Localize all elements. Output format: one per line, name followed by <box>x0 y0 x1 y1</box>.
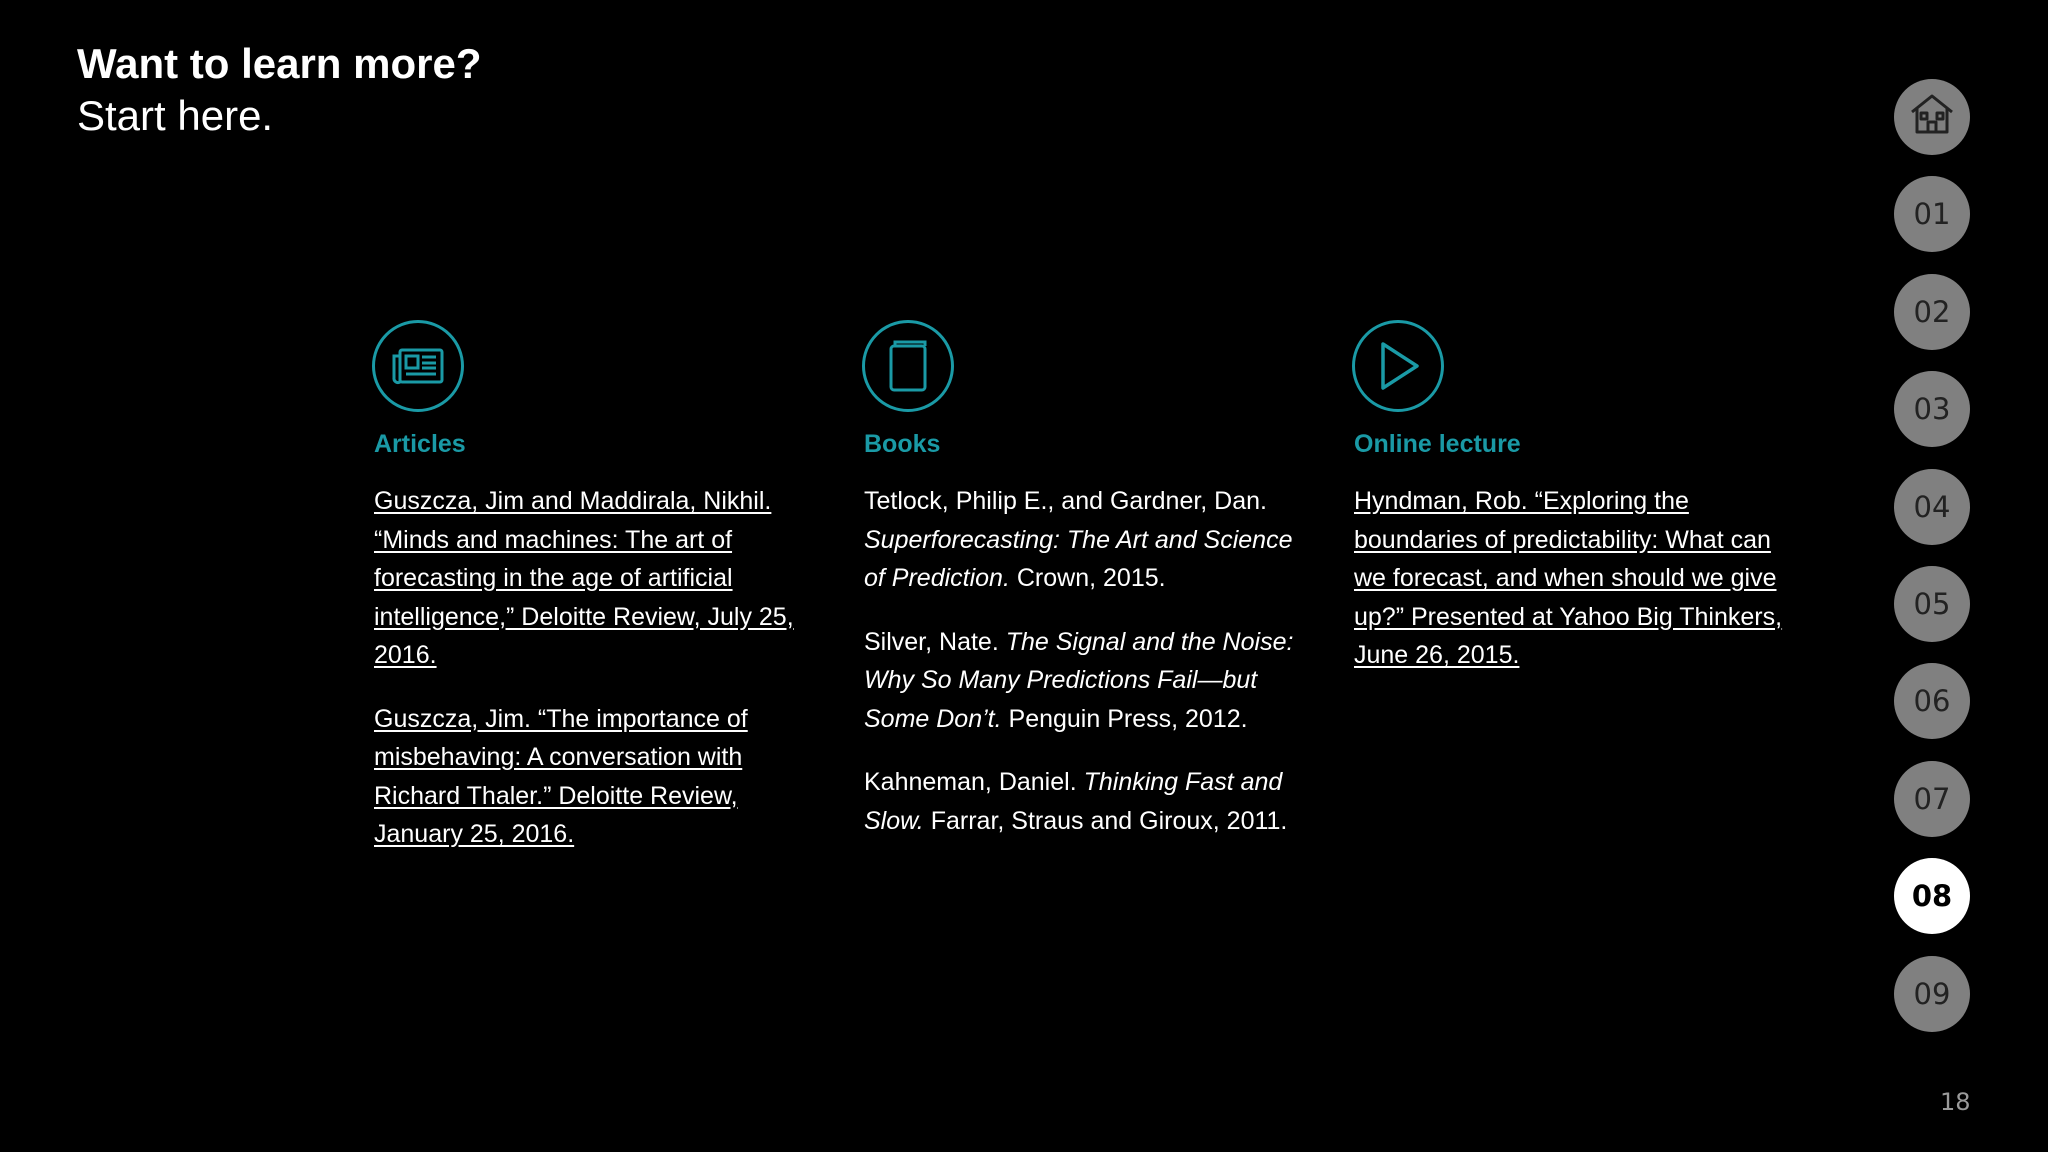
section-nav <box>1894 79 1972 1053</box>
book-publisher: Penguin Press, 2012. <box>1008 704 1248 733</box>
newspaper-icon <box>372 320 464 412</box>
page-subtitle: Start here. <box>77 92 274 139</box>
online-lecture-list <box>1354 482 1792 675</box>
home-button[interactable] <box>1894 79 1970 155</box>
lecture-entry <box>1354 482 1792 675</box>
lecture-link[interactable]: Hyndman, Rob. “Exploring the boundaries of predictability: What can we forecast, and when should we give up?” Presented at Yahoo Big Thinkers, June 26, 2015. <box>1354 487 1783 669</box>
nav-item-08[interactable]: 08 <box>1894 858 1970 934</box>
nav-item-05[interactable]: 05 <box>1894 566 1970 642</box>
page-number: 18 <box>1940 1088 1971 1116</box>
articles-column <box>372 320 812 879</box>
nav-item-06[interactable]: 06 <box>1894 663 1970 739</box>
book-entry <box>864 482 1302 598</box>
online-lecture-heading: Online lecture <box>1354 430 1521 458</box>
nav-item-01[interactable]: 01 <box>1894 176 1970 252</box>
books-heading: Books <box>864 430 941 458</box>
book-entry <box>864 763 1302 840</box>
article-entry <box>374 482 812 675</box>
book-publisher: Crown, 2015. <box>1016 564 1166 592</box>
article-link[interactable]: Guszcza, Jim and Maddirala, Nikhil. “Minds and machines: The art of forecasting in the age of artificial intelligence,” Deloitte Review, July 25, 2016. <box>374 487 794 669</box>
books-column <box>862 320 1302 865</box>
play-icon <box>1352 320 1444 412</box>
articles-heading: Articles <box>374 430 466 458</box>
online-lecture-column <box>1352 320 1792 700</box>
books-list <box>864 482 1302 840</box>
nav-item-09[interactable]: 09 <box>1894 956 1970 1032</box>
book-entry <box>864 623 1302 739</box>
book-icon <box>862 320 954 412</box>
nav-item-04[interactable]: 04 <box>1894 469 1970 545</box>
book-author: Tetlock, Philip E., and Gardner, Dan. <box>864 487 1267 515</box>
book-publisher: Farrar, Straus and Giroux, 2011. <box>930 806 1288 835</box>
article-entry <box>374 700 812 854</box>
article-link[interactable]: Guszcza, Jim. “The importance of misbehaving: A conversation with Richard Thaler.” Deloitte Review, January 25, 2016. <box>374 704 748 848</box>
book-title: Superforecasting: The Art and Science of Prediction. <box>864 525 1293 592</box>
page-title: Want to learn more? <box>77 40 482 87</box>
articles-list <box>374 482 812 854</box>
home-icon <box>1908 92 1956 143</box>
nav-item-02[interactable]: 02 <box>1894 274 1970 350</box>
nav-item-03[interactable]: 03 <box>1894 371 1970 447</box>
book-title: Thinking Fast and Slow. <box>864 768 1283 835</box>
nav-item-07[interactable]: 07 <box>1894 761 1970 837</box>
book-title: The Signal and the Noise: Why So Many Predictions Fail—but Some Don’t. <box>864 627 1294 733</box>
book-author: Kahneman, Daniel. <box>864 768 1077 796</box>
book-author: Silver, Nate. <box>864 627 999 656</box>
title-block <box>77 38 481 142</box>
